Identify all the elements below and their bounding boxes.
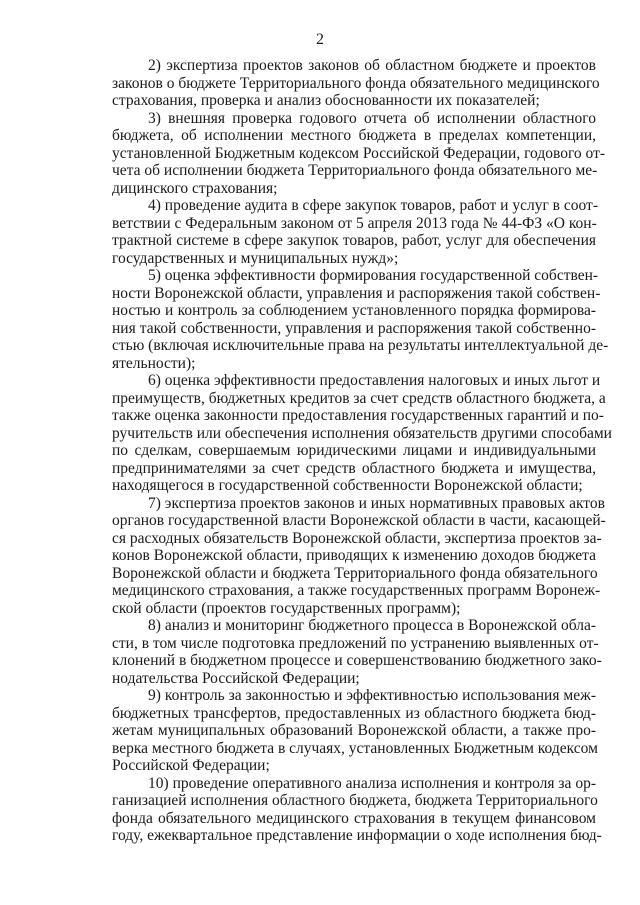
text-line: ганизацией исполнения областного бюджета, бюджета Территориального bbox=[112, 792, 598, 809]
text-line: ся расходных обязательств Воронежской области, экспертиза проектов за- bbox=[112, 529, 602, 547]
text-line: установленной Бюджетным кодексом Российской Федерации, годового от- bbox=[112, 144, 606, 162]
text-line: году, ежеквартальное представление информации о ходе исполнения бюд- bbox=[112, 827, 602, 844]
text-line: 3) внешняя проверка годового отчета об исполнении областного bbox=[148, 109, 596, 127]
paragraph bbox=[112, 57, 600, 110]
paragraph bbox=[112, 197, 596, 267]
text-line: законов о бюджете Территориального фонда обязательного медицинского bbox=[112, 74, 600, 92]
paragraph bbox=[112, 617, 602, 687]
text-line: бюджетных трансфертов, предоставленных из областного бюджета бюд- bbox=[112, 704, 596, 722]
text-line: ятельности); bbox=[112, 354, 196, 372]
text-line: находящегося в государственной собственности Воронежской области; bbox=[112, 477, 583, 494]
text-line: государственных и муниципальных нужд»; bbox=[112, 249, 399, 267]
paragraph bbox=[112, 494, 606, 618]
paragraph bbox=[112, 687, 596, 775]
paragraph bbox=[112, 109, 606, 198]
text-line: по сделкам, совершаемым юридическими лицами и индивидуальными bbox=[112, 442, 596, 459]
text-line: преимуществ, бюджетных кредитов за счет средств областного бюджета, а bbox=[112, 389, 606, 407]
text-line: Воронежской области и бюджета Территориального фонда обязательного bbox=[112, 564, 598, 582]
text-line: дицинского страхования; bbox=[112, 179, 278, 197]
text-line: бюджета, об исполнении местного бюджета в пределах компетенции, bbox=[112, 127, 596, 144]
text-line: 10) проведение оперативного анализа исполнения и контроля за ор- bbox=[148, 774, 596, 792]
text-line: чета об исполнении бюджета Территориального фонда обязательного ме- bbox=[112, 162, 598, 179]
text-line: ности Воронежской области, управления и распоряжения такой собствен- bbox=[112, 284, 601, 302]
text-line: трактной системе в сфере закупок товаров, работ, услуг для обеспечения bbox=[112, 232, 596, 249]
text-line: стью (включая исключительные права на результаты интеллектуальной де- bbox=[112, 337, 609, 354]
paragraph bbox=[112, 774, 602, 845]
text-line: ручительств или обеспечения исполнения обязательств другими способами bbox=[112, 424, 612, 442]
text-line: клонений в бюджетном процессе и совершенствованию бюджетного зако- bbox=[112, 652, 602, 669]
text-line: ния такой собственности, управления и распоряжения такой собственно- bbox=[112, 319, 596, 337]
paragraph bbox=[112, 372, 612, 495]
text-line: Российской Федерации; bbox=[112, 757, 270, 774]
text-line: ностью и контроль за соблюдением установленного порядка формирова- bbox=[112, 302, 596, 319]
text-line: 2) экспертиза проектов законов об областном бюджете и проектов bbox=[148, 57, 596, 74]
text-line: 9) контроль за законностью и эффективностью использования меж- bbox=[148, 687, 596, 704]
page-number: 2 bbox=[316, 31, 324, 48]
text-line: 8) анализ и мониторинг бюджетного процесса в Воронежской обла- bbox=[148, 617, 596, 634]
text-line: 4) проведение аудита в сфере закупок товаров, работ и услуг в соот- bbox=[148, 197, 598, 214]
text-line: нодательства Российской Федерации; bbox=[112, 669, 360, 687]
text-line: предпринимателями за счет средств областного бюджета и имущества, bbox=[112, 459, 596, 477]
document-body bbox=[112, 57, 612, 845]
text-line: 6) оценка эффективности предоставления налоговых и иных льгот и bbox=[148, 372, 601, 389]
text-line: ветствии с Федеральным законом от 5 апреля 2013 года № 44-ФЗ «О кон- bbox=[112, 214, 597, 232]
text-line: ской области (проектов государственных программ); bbox=[112, 599, 461, 617]
text-line: конов Воронежской области, приводящих к изменению доходов бюджета bbox=[112, 547, 596, 564]
text-line: верка местного бюджета в случаях, установленных Бюджетным кодексом bbox=[112, 739, 598, 757]
text-line: страхования, проверка и анализ обоснованности их показателей; bbox=[112, 92, 540, 109]
text-line: 7) экспертиза проектов законов и иных нормативных правовых актов bbox=[148, 494, 605, 512]
text-line: также оценка законности предоставления государственных гарантий и по- bbox=[112, 407, 604, 424]
text-line: сти, в том числе подготовка предложений по устранению выявленных от- bbox=[112, 634, 599, 652]
text-line: фонда обязательного медицинского страхования в текущем финансовом bbox=[112, 809, 596, 827]
paragraph bbox=[112, 267, 609, 372]
text-line: жетам муниципальных образований Воронежской области, а также про- bbox=[112, 722, 596, 739]
text-line: медицинского страхования, а также государственных программ Воронеж- bbox=[112, 582, 601, 599]
text-line: органов государственной власти Воронежской области в части, касающей- bbox=[112, 512, 606, 529]
text-line: 5) оценка эффективности формирования государственной собствен- bbox=[148, 267, 599, 284]
